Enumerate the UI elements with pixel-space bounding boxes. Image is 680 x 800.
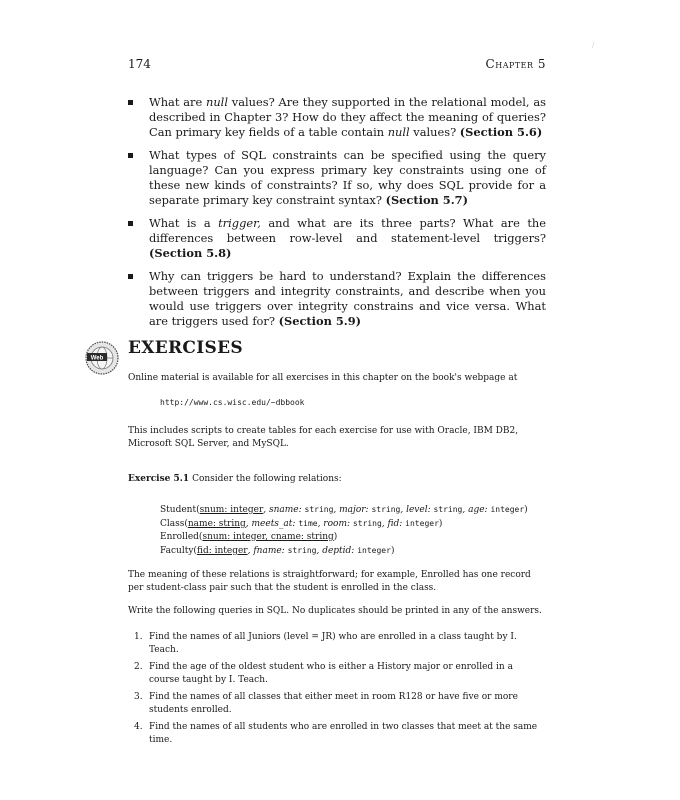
page-number: 174 (128, 57, 151, 71)
list-item: 4. Find the names of all students who are enrolled in two classes that meet at the same time. (134, 722, 538, 745)
section-reference: (Section 5.8) (149, 246, 232, 260)
section-reference: (Section 5.7) (385, 193, 468, 207)
web-globe-icon (84, 340, 120, 376)
primary-key: snum: integer, cname: string (202, 532, 334, 542)
square-bullet-icon (128, 153, 133, 158)
section-reference: (Section 5.6) (459, 125, 543, 139)
class-relation: Class(name: string, meets_at: time, room: string, fid: integer) (160, 519, 443, 529)
chapter-heading: Chapter 5 (485, 57, 546, 71)
relations-meaning-note: The meaning of these relations is straightforward; for example, Enrolled has one record per student-class pair such that the student is enrolled in the class. (128, 570, 531, 593)
scan-edge-mark: / (592, 41, 595, 49)
query-list (128, 631, 546, 751)
review-questions-list (128, 95, 546, 337)
exercises-heading: EXERCISES (128, 338, 243, 358)
enrolled-relation: Enrolled(snum: integer, cname: string) (160, 532, 338, 542)
review-question: What is a trigger, and what are its three parts? What are the differences between row-level and statement-level triggers? (Section 5.8) (128, 216, 546, 261)
exercise-intro: Exercise 5.1 Consider the following relations: (128, 474, 342, 484)
online-material-note: Online material is available for all exercises in this chapter on the book's webpage at (128, 373, 518, 383)
list-item: 3. Find the names of all classes that either meet in room R128 or have five or more students enrolled. (134, 692, 518, 715)
exercise-label: Exercise 5.1 (128, 474, 190, 484)
section-reference: (Section 5.9) (278, 314, 362, 328)
square-bullet-icon (128, 221, 133, 226)
review-question: What types of SQL constraints can be specified using the query language? Can you express primary key constraints using one of these new kinds of constraints? If so, why does SQL provide for a separate primary key constraint syntax? (Section 5.7) (128, 148, 546, 208)
primary-key: fid: integer (196, 546, 248, 556)
review-question: Why can triggers be hard to understand? Explain the differences between triggers and integrity constraints, and describe when you would use triggers over integrity constrains and vice versa. What are triggers used for? (Section 5.9) (128, 269, 546, 329)
list-item: 1. Find the names of all Juniors (level = JR) who are enrolled in a class taught by I. Teach. (134, 632, 517, 655)
student-relation: Student(snum: integer, sname: string, major: string, level: string, age: integer) (160, 505, 528, 515)
book-webpage-url[interactable]: http://www.cs.wisc.edu/~dbbook (160, 398, 305, 407)
primary-key: name: string (187, 519, 246, 529)
web-icon-label: Web (90, 355, 104, 362)
faculty-relation: Faculty(fid: integer, fname: string, deptid: integer) (160, 546, 395, 556)
square-bullet-icon (128, 100, 133, 105)
write-queries-note: Write the following queries in SQL. No duplicates should be printed in any of the answers. (128, 606, 542, 616)
scripts-note: This includes scripts to create tables for each exercise for use with Oracle, IBM DB2, Microsoft SQL Server, and MySQL. (128, 426, 519, 449)
review-question: What are null values? Are they supported in the relational model, as described in Chapter 3? How do they affect the meaning of queries? Can primary key fields of a table contain null values? (Section 5.6) (128, 95, 546, 140)
square-bullet-icon (128, 274, 133, 279)
page-header (128, 57, 546, 73)
list-item: 2. Find the age of the oldest student who is either a History major or enrolled in a course taught by I. Teach. (134, 662, 513, 685)
relation-schemas (160, 503, 528, 558)
primary-key: snum: integer (199, 505, 264, 515)
